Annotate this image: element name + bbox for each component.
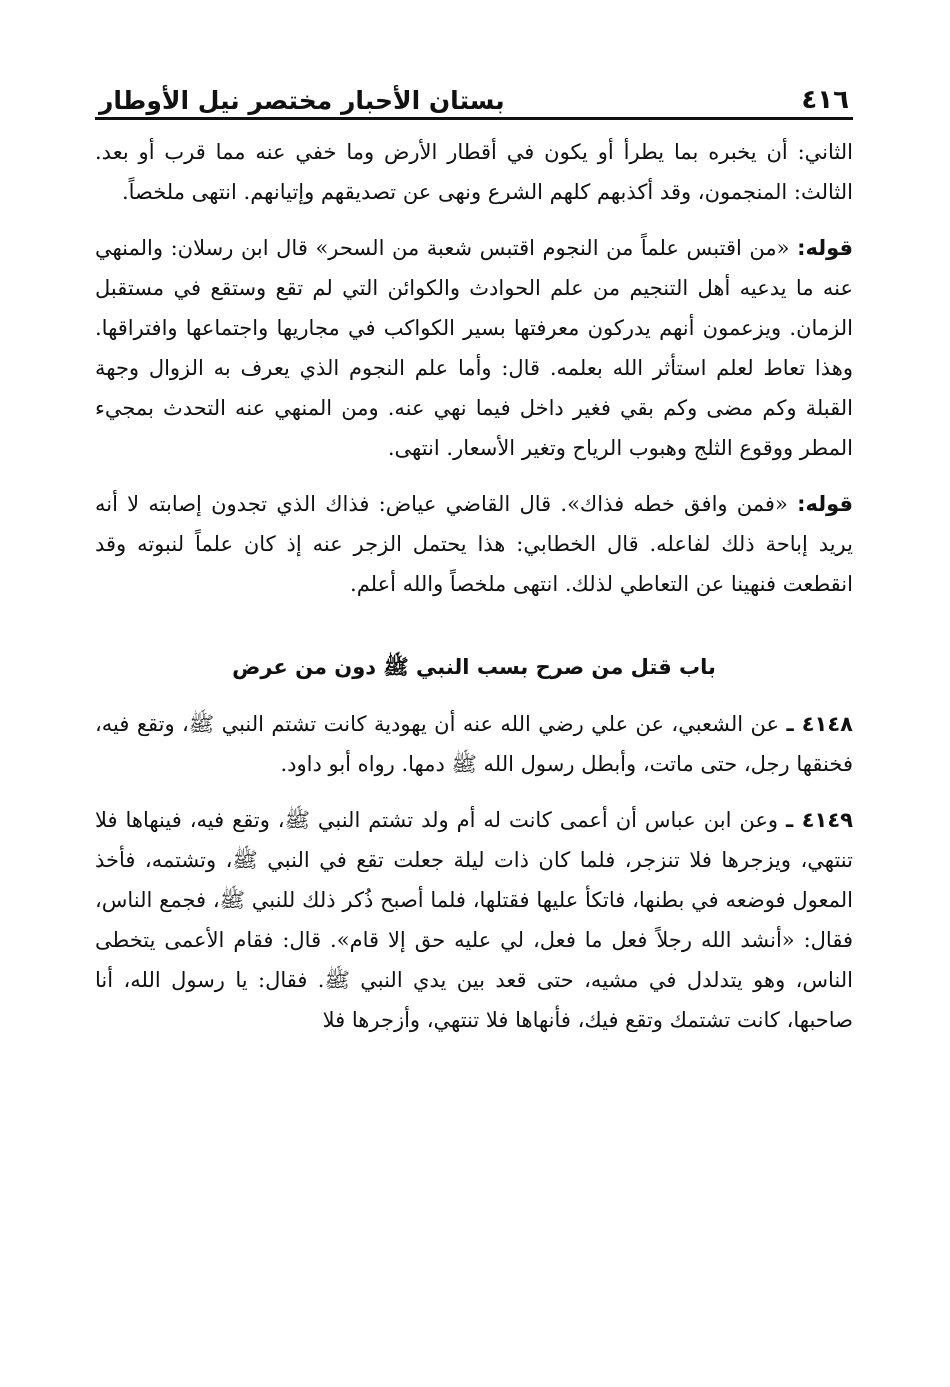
hadith-4149 <box>95 800 853 1040</box>
hadith-text: عن الشعبي، عن علي رضي الله عنه أن يهودية كانت تشتم النبي ﷺ، وتقع فيه، فخنقها رجل، حتى ماتت، وأبطل رسول الله ﷺ دمها. رواه أبو داود. <box>95 712 853 776</box>
paragraph-text: «من اقتبس علماً من النجوم اقتبس شعبة من السحر» قال ابن رسلان: والمنهي عنه ما يدعيه أهل التنجيم من علم الحوادث والكوائن التي لم تقع وستقع في مستقبل الزمان. ويزعمون أنهم يدركون معرفتها بسير الكواكب في مجاريها واجتماعها وافتراقها. وهذا تعاط لعلم استأثر الله بعلمه. قال: وأما علم النجوم الذي يعرف به الزوال وجهة القبلة وكم مضى وكم بقي فغير داخل فيما نهي عنه. ومن المنهي عنه التحدث بمجيء المطر ووقوع الثلج وهبوب الرياح وتغير الأسعار. انتهى. <box>95 236 853 460</box>
paragraph-commentary-3 <box>95 484 853 604</box>
paragraph-text: الثاني: أن يخبره بما يطرأ أو يكون في أقطار الأرض وما خفي عنه مما قرب أو بعد. الثالث: المنجمون، وقد أكذبهم كلهم الشرع ونهى عن تصديقهم وإتيانهم. انتهى ملخصاً. <box>95 140 853 204</box>
book-page <box>95 72 853 1362</box>
paragraph-commentary-2 <box>95 228 853 468</box>
paragraph-lead: قوله: <box>797 492 853 516</box>
paragraph-commentary-1 <box>95 132 853 212</box>
hadith-4148 <box>95 704 853 784</box>
running-head <box>95 72 853 120</box>
paragraph-lead: قوله: <box>797 236 853 260</box>
hadith-text: وعن ابن عباس أن أعمى كانت له أم ولد تشتم النبي ﷺ، وتقع فيه، فينهاها فلا تنتهي، ويزجرها فلا تنزجر، فلما كان ذات ليلة جعلت تقع في النبي ﷺ، وتشتمه، فأخذ المعول فوضعه في بطنها، فاتكأ عليها فقتلها، فلما أصبح ذُكر ذلك للنبي ﷺ، فجمع الناس، فقال: «أنشد الله رجلاً فعل ما فعل، لي عليه حق إلا قام». قال: فقام الأعمى يتخطى الناس، وهو يتدلدل في مشيه، حتى قعد بين يدي النبي ﷺ. فقال: يا رسول الله، أنا صاحبها، كانت تشتمك وتقع فيك، فأنهاها فلا تنتهي، وأزجرها فلا <box>95 808 853 1032</box>
hadith-number: ٤١٤٨ ـ <box>786 712 854 736</box>
paragraph-text: «فمن وافق خطه فذاك». قال القاضي عياض: فذاك الذي تجدون إصابته لا أنه يريد إباحة ذلك لفاعله. قال الخطابي: هذا يحتمل الزجر عنه إذ كان علماً لنبوته وقد انقطعت فنهينا عن التعاطي لذلك. انتهى ملخصاً والله أعلم. <box>95 492 853 596</box>
chapter-heading: باب قتل من صرح بسب النبي ﷺ دون من عرض <box>232 655 716 679</box>
page-body <box>95 132 853 1040</box>
page-number: ٤١٦ <box>801 85 849 115</box>
running-title: بستان الأحبار مختصر نيل الأوطار <box>99 86 505 115</box>
hadith-number: ٤١٤٩ ـ <box>785 808 853 832</box>
